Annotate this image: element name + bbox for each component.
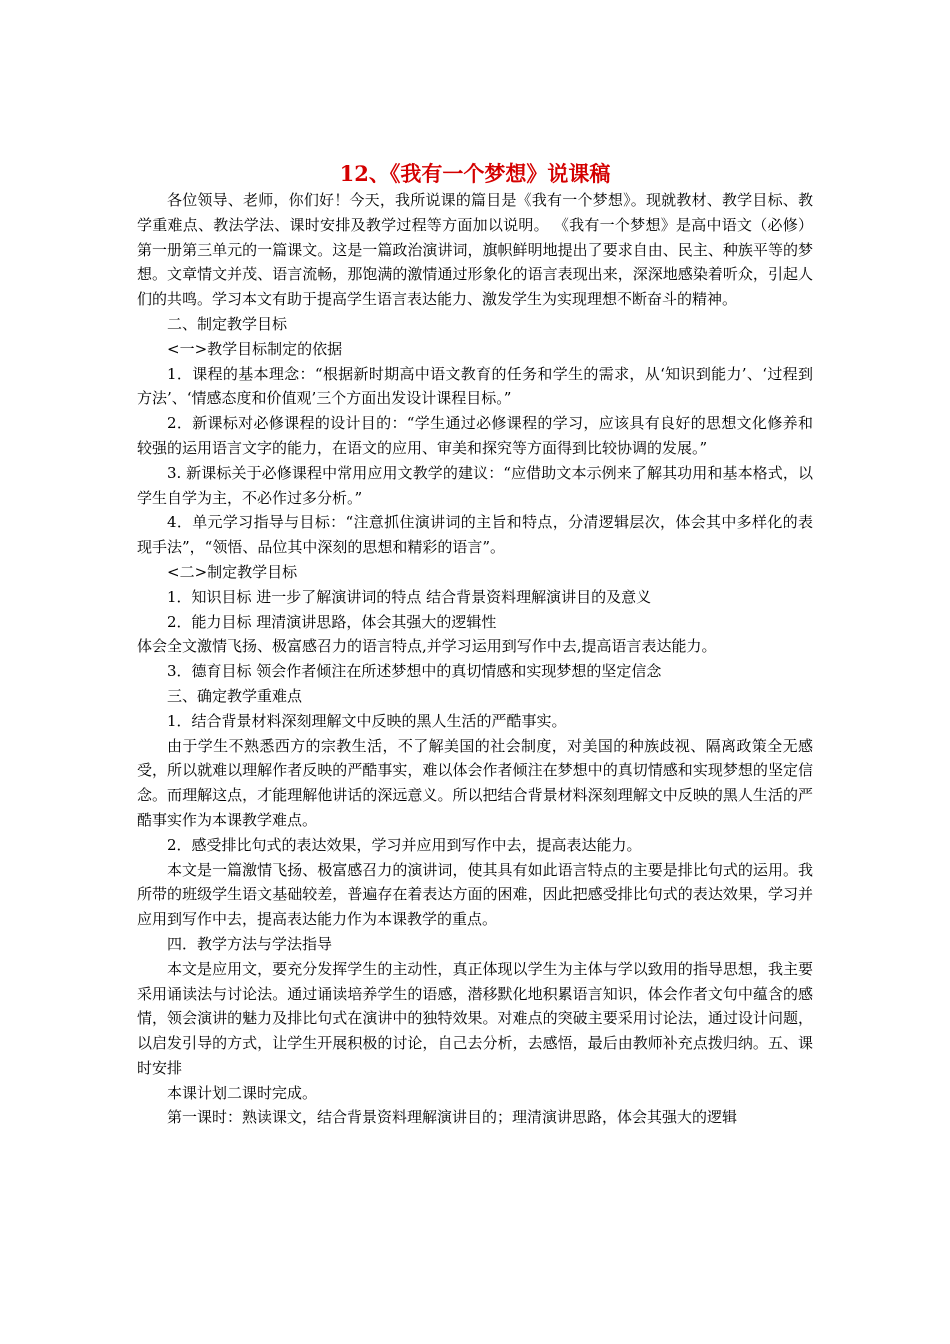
subheading-goal-basis: <一>教学目标制定的依据 xyxy=(167,339,343,358)
paragraph-basis-3: 3. 新课标关于必修课程中常用应用文教学的建议：“应借助文本示例来了解其功用和基本格式，以学生自学为主，不必作过多分析。” xyxy=(137,463,813,507)
document-title: 12、《我有一个梦想》说课稿 xyxy=(339,161,611,186)
paragraph-difficulty-1: 1．结合背景材料深刻理解文中反映的黑人生活的严酷事实。 xyxy=(167,711,567,730)
paragraph-keypoint-2: 2．感受排比句式的表达效果，学习并应用到写作中去，提高表达能力。 xyxy=(167,835,642,854)
subheading-set-goals: <二>制定教学目标 xyxy=(167,562,298,581)
paragraph-intro: 各位领导、老师，你们好！今天，我所说课的篇目是《我有一个梦想》。现就教材、教学目标、教学重难点、教法学法、课时安排及教学过程等方面加以说明。 《我有一个梦想》是高中语文（必修）第一册第三单元的一篇课文。这是一篇政治演讲词，旗帜鲜明地提出了要求自由、民主、种族平等的梦想。文章情文并茂、语言流畅，那饱满的激情通过形象化的语言表现出来，深深地感染着听众，引起人们的共鸣。学习本文有助于提高学生语言表达能力、激发学生为实现理想不断奋斗的精神。 xyxy=(137,191,813,309)
paragraph-ability-goal: 2．能力目标 理清演讲思路，体会其强大的逻辑性 xyxy=(167,612,497,631)
paragraph-basis-2: 2．新课标对必修课程的设计目的：“学生通过必修课程的学习，应该具有良好的思想文化修养和较强的运用语言文字的能力，在语文的应用、审美和探究等方面得到比较协调的发展。” xyxy=(137,414,813,457)
paragraph-basis-1: 1．课程的基本理念：“根据新时期高中语文教育的任务和学生的需求，从‘知识到能力’、‘过程到方法’、‘情感态度和价值观’三个方面出发设计课程目标。” xyxy=(137,364,813,408)
document-body xyxy=(137,188,813,1130)
paragraph-difficulty-1-detail: 由于学生不熟悉西方的宗教生活，不了解美国的社会制度，对美国的种族歧视、隔离政策全无感受，所以就难以理解作者反映的严酷事实，难以体会作者倾注在梦想中的真切情感和实现梦想的坚定信念。而理解这点，才能理解他讲话的深远意义。所以把结合背景材料深刻理解文中反映的黑人生活的严酷事实作为本课教学难点。 xyxy=(137,736,813,829)
heading-teaching-goals: 二、制定教学目标 xyxy=(167,314,288,333)
paragraph-first-lesson: 第一课时：熟读课文，结合背景资料理解演讲目的；理清演讲思路，体会其强大的逻辑 xyxy=(167,1108,738,1127)
paragraph-keypoint-2-detail: 本文是一篇激情飞扬、极富感召力的演讲词，使其具有如此语言特点的主要是排比句式的运用。我所带的班级学生语文基础较差，普遍存在着表达方面的困难，因此把感受排比句式的表达效果，学习并应用到写作中去，提高表达能力作为本课教学的重点。 xyxy=(137,860,813,929)
paragraph-moral-goal: 3．德育目标 领会作者倾注在所述梦想中的真切情感和实现梦想的坚定信念 xyxy=(167,662,662,681)
paragraph-basis-4: 4．单元学习指导与目标：“注意抓住演讲词的主旨和特点，分清逻辑层次，体会其中多样化的表现手法”，“领悟、品位其中深刻的思想和精彩的语言”。 xyxy=(137,513,813,557)
heading-key-points: 三、确定教学重难点 xyxy=(167,686,303,705)
paragraph-knowledge-goal: 1．知识目标 进一步了解演讲词的特点 结合背景资料理解演讲目的及意义 xyxy=(167,587,652,606)
paragraph-ability-goal-detail: 体会全文激情飞扬、极富感召力的语言特点,并学习运用到写作中去,提高语言表达能力。 xyxy=(137,637,717,656)
paragraph-lesson-plan: 本课计划二课时完成。 xyxy=(167,1083,318,1102)
heading-teaching-methods: 四．教学方法与学法指导 xyxy=(167,934,333,953)
paragraph-methods-detail: 本文是应用文，要充分发挥学生的主动性，真正体现以学生为主体与学以致用的指导思想，我主要采用诵读法与讨论法。通过诵读培养学生的语感，潜移默化地积累语言知识，体会作者文句中蕴含的感情，领会演讲的魅力及排比句式在演讲中的独特效果。对难点的突破主要采用讨论法，通过设计问题，以启发引导的方式，让学生开展积极的讨论，自己去分析，去感悟，最后由教师补充点拨归纳。五、课时安排 xyxy=(137,959,813,1077)
